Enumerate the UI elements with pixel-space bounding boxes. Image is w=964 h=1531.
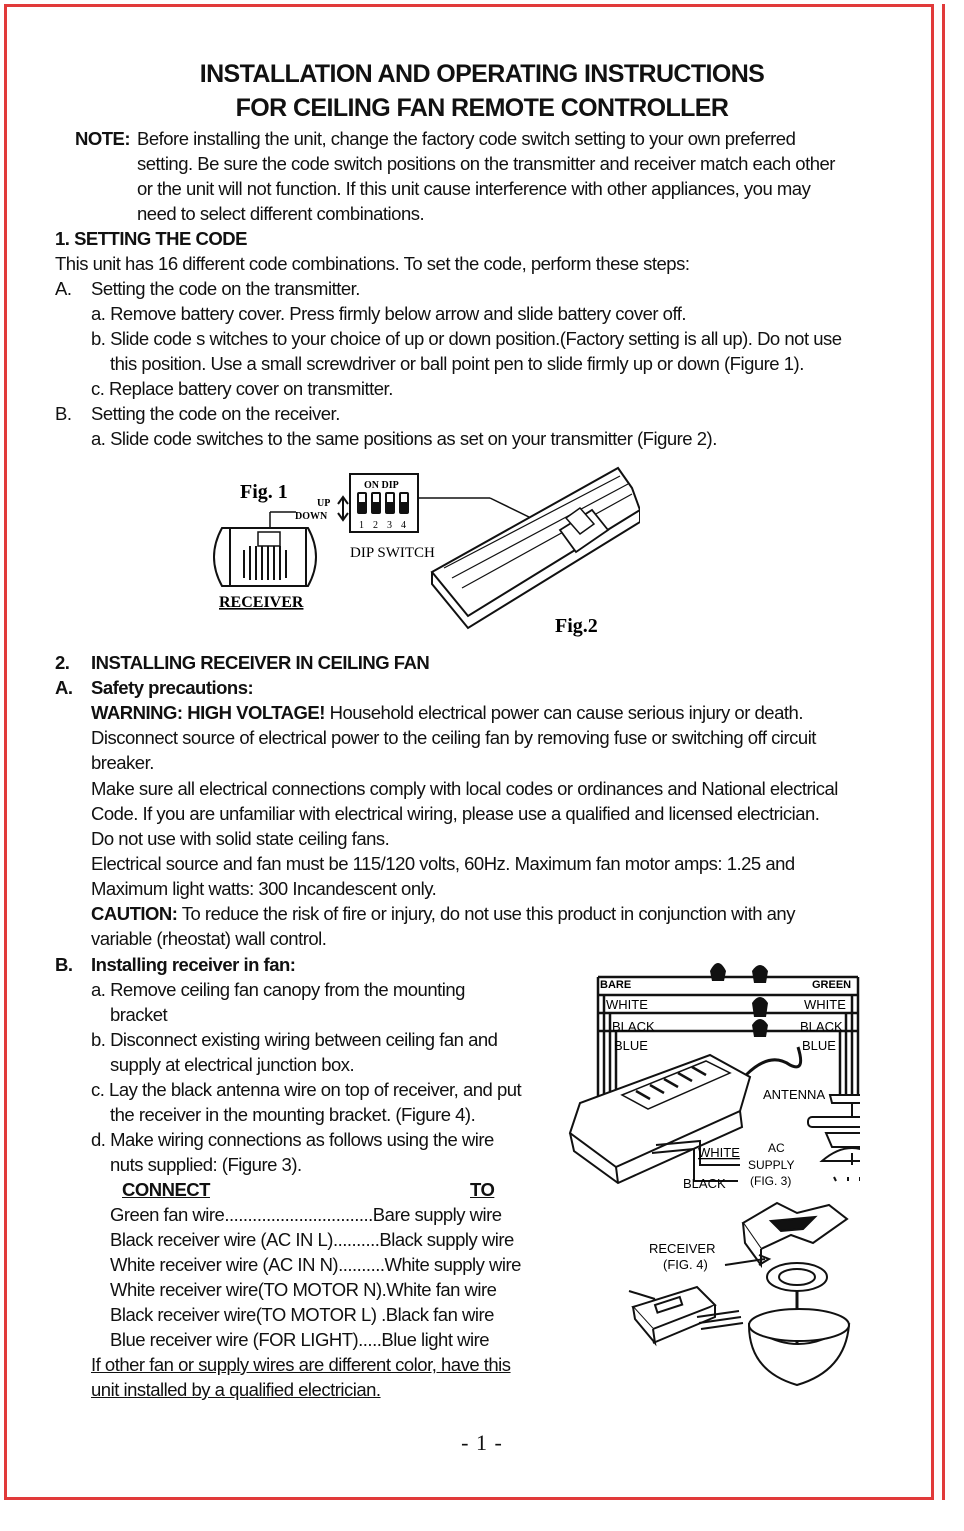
install-heading: Installing receiver in fan: <box>91 954 296 975</box>
safety-heading: Safety precautions: <box>91 677 254 698</box>
fig-3-label: (FIG. 3) <box>750 1174 792 1188</box>
receiver-unit-drawing <box>629 1287 743 1343</box>
dip-switch-label: DIP SWITCH <box>350 545 435 561</box>
step-text: c. Replace battery cover on transmitter. <box>91 378 393 399</box>
code-text: Code. If you are unfamiliar with electrical wiring, please use a qualified and licensed electrician. <box>91 803 820 824</box>
connection-row: Black receiver wire (AC IN L)..........Black supply wire <box>110 1229 514 1250</box>
code-text: Do not use with solid state ceiling fans. <box>91 828 390 849</box>
fig-4-label: (FIG. 4) <box>663 1257 708 1272</box>
receiver-drawing <box>214 528 316 586</box>
receiver-label-fig4: RECEIVER <box>649 1241 716 1256</box>
install-step: nuts supplied: (Figure 3). <box>110 1154 302 1175</box>
wire-label-black: BLACK <box>612 1019 655 1034</box>
step-label: B. <box>55 403 72 424</box>
caution-text: variable (rheostat) wall control. <box>91 928 327 949</box>
note-label: NOTE: <box>75 128 131 149</box>
wire-nuts <box>710 963 768 1037</box>
step-text: a. Remove battery cover. Press firmly below arrow and slide battery cover off. <box>91 303 687 324</box>
note-line: Before installing the unit, change the factory code switch setting to your own preferred <box>137 128 796 149</box>
warning-label: WARNING: HIGH VOLTAGE! <box>91 702 325 723</box>
step-label: B. <box>55 954 73 975</box>
title-line-1: INSTALLATION AND OPERATING INSTRUCTIONS <box>199 60 765 88</box>
dip-switch-figure <box>200 460 640 650</box>
section-1-intro: This unit has 16 different code combinations. To set the code, perform these steps: <box>55 253 690 274</box>
install-step: b. Disconnect existing wiring between ceiling fan and <box>91 1029 498 1050</box>
section-1-heading: 1. SETTING THE CODE <box>55 228 247 249</box>
footer-note: If other fan or supply wires are different color, have this <box>91 1354 511 1375</box>
wire-label-white-low: WHITE <box>698 1145 740 1160</box>
fig-1-label: Fig. 1 <box>240 481 288 503</box>
step-text: a. Slide code switches to the same positions as set on your transmitter (Figure 2). <box>91 428 717 449</box>
warning-line <box>91 700 803 725</box>
ac-label: AC <box>768 1141 785 1155</box>
wire-label-black: BLACK <box>800 1019 843 1034</box>
page-edge-line <box>942 4 945 1500</box>
caution-text: To reduce the risk of fire or injury, do not use this product in conjunction with any <box>177 903 795 924</box>
connect-header: CONNECT <box>122 1179 210 1200</box>
wire-label-bare: BARE <box>600 979 632 991</box>
note-line: or the unit will not function. If this unit cause interference with other appliances, you may <box>137 178 811 199</box>
connection-row: White receiver wire (AC IN N)..........White supply wire <box>110 1254 521 1275</box>
connection-row: Green fan wire................................Bare supply wire <box>110 1204 502 1225</box>
to-header: TO <box>470 1179 495 1200</box>
step-text: this position. Use a small screwdriver or ball point pen to slide firmly up or down (Figure 1). <box>110 353 804 374</box>
dip-number: 3 <box>387 520 392 531</box>
step-label: A. <box>55 677 73 698</box>
wire-label-blue: BLUE <box>614 1038 648 1053</box>
install-step: the receiver in the mounting bracket. (Figure 4). <box>110 1104 476 1125</box>
code-text: Electrical source and fan must be 115/120 volts, 60Hz. Maximum fan motor amps: 1.25 and <box>91 853 795 874</box>
wire-label-white: WHITE <box>606 997 648 1012</box>
dip-number: 2 <box>373 520 378 531</box>
install-step: bracket <box>110 1004 168 1025</box>
down-label: DOWN <box>295 511 328 522</box>
install-step: supply at electrical junction box. <box>110 1054 355 1075</box>
supply-label: SUPPLY <box>748 1158 795 1172</box>
dip-number: 4 <box>401 520 406 531</box>
antenna-label: ANTENNA <box>763 1087 826 1102</box>
note-line: setting. Be sure the code switch positions on the transmitter and receiver match each other <box>137 153 835 174</box>
install-step: a. Remove ceiling fan canopy from the mounting <box>91 979 465 1000</box>
footer-note: unit installed by a qualified electrician. <box>91 1379 381 1400</box>
install-step: c. Lay the black antenna wire on top of receiver, and put <box>91 1079 522 1100</box>
wire-label-green: GREEN <box>812 979 852 991</box>
wire-label-blue: BLUE <box>802 1038 836 1053</box>
wire-label-black-low: BLACK <box>683 1176 726 1191</box>
section-2-heading: INSTALLING RECEIVER IN CEILING FAN <box>91 652 430 673</box>
code-text: Make sure all electrical connections comply with local codes or ordinances and National electrical <box>91 778 838 799</box>
warning-text: Disconnect source of electrical power to the ceiling fan by removing fuse or switching off circuit <box>91 727 816 748</box>
dip-number: 1 <box>359 520 364 531</box>
step-text: b. Slide code s witches to your choice of up or down position.(Factory setting is all up). Do not use <box>91 328 842 349</box>
connection-row: Black receiver wire(TO MOTOR L) .Black fan wire <box>110 1304 494 1325</box>
wiring-figure <box>560 955 860 1195</box>
caution-label: CAUTION: <box>91 903 178 924</box>
title-line-2: FOR CEILING FAN REMOTE CONTROLLER <box>235 94 729 122</box>
warning-text: Household electrical power can cause serious injury or death. <box>324 702 803 723</box>
step-heading: Setting the code on the transmitter. <box>91 278 360 299</box>
wire-label-white: WHITE <box>804 997 846 1012</box>
caution-line <box>91 901 795 926</box>
step-heading: Setting the code on the receiver. <box>91 403 340 424</box>
mounting-bracket-drawing <box>743 1203 849 1385</box>
install-step: d. Make wiring connections as follows using the wire <box>91 1129 494 1150</box>
ceiling-fan-icon <box>808 1095 860 1181</box>
section-2-number: 2. <box>55 652 70 673</box>
transmitter-drawing <box>432 468 640 628</box>
code-text: Maximum light watts: 300 Incandescent only. <box>91 878 437 899</box>
on-dip-label: ON DIP <box>364 480 399 491</box>
up-down-arrow-icon <box>338 497 348 520</box>
connection-row: White receiver wire(TO MOTOR N).White fan wire <box>110 1279 497 1300</box>
receiver-label: RECEIVER <box>219 594 304 611</box>
up-label: UP <box>317 498 331 509</box>
page-number: - 1 - <box>461 1430 503 1455</box>
step-label: A. <box>55 278 72 299</box>
note-line: need to select different combinations. <box>137 203 425 224</box>
canopy-figure <box>615 1195 885 1405</box>
connection-row: Blue receiver wire (FOR LIGHT).....Blue light wire <box>110 1329 490 1350</box>
fig-2-label: Fig.2 <box>555 615 598 637</box>
warning-text: breaker. <box>91 752 154 773</box>
